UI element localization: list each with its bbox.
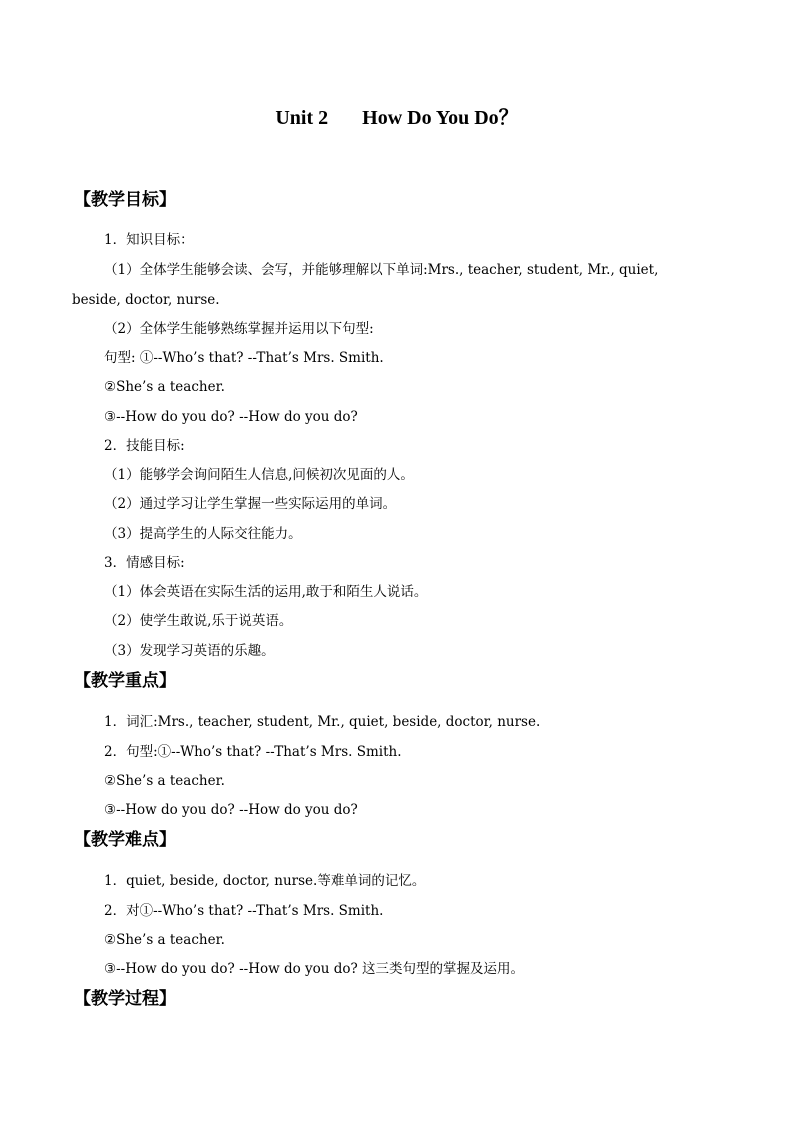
objectives-line: 2．技能目标: [104,438,185,454]
difficulties-line: ③--How do you do? --How do you do? 这三类句型的掌握及运用。 [104,961,525,977]
objectives-line: ②She’s a teacher. [104,379,225,395]
key-points-line: 2．句型:①--Who’s that? --That’s Mrs. Smith. [104,744,402,760]
objectives-line: （2）通过学习让学生掌握一些实际运用的单词。 [104,496,397,512]
section-heading-difficulties: 【教学难点】 [74,830,176,850]
difficulties-line: 2．对①--Who’s that? --That’s Mrs. Smith. [104,903,384,919]
objectives-line: ③--How do you do? --How do you do? [104,409,358,425]
section-heading-objectives: 【教学目标】 [74,190,176,210]
objectives-line: （3）提高学生的人际交往能力。 [104,526,302,542]
objectives-line: （3）发现学习英语的乐趣。 [104,643,275,659]
objectives-line: （1）能够学会询问陌生人信息,问候初次见面的人。 [104,467,414,483]
section-heading-process: 【教学过程】 [74,989,176,1009]
page-title [0,106,794,130]
section-heading-key-points: 【教学重点】 [74,671,176,691]
objectives-line: 3．情感目标: [104,555,185,571]
objectives-line: beside, doctor, nurse. [72,292,220,308]
title-name: How Do You Do？ [362,107,519,129]
objectives-line: 1．知识目标： [104,232,194,248]
difficulties-line: 1．quiet, beside, doctor, nurse.等难单词的记忆。 [104,873,426,889]
key-points-line: ③--How do you do? --How do you do? [104,802,358,818]
objectives-line: 句型: ①--Who’s that? --That’s Mrs. Smith. [104,350,384,366]
objectives-line: （2）全体学生能够熟练掌握并运用以下句型: [104,321,374,337]
objectives-line: （2）使学生敢说,乐于说英语。 [104,613,293,629]
title-unit: Unit 2 [275,107,329,129]
key-points-line: ②She’s a teacher. [104,773,225,789]
objectives-line: （1）全体学生能够会读、会写，并能够理解以下单词:Mrs., teacher, student, Mr., quiet, [104,262,659,278]
key-points-line: 1．词汇:Mrs., teacher, student, Mr., quiet, beside, doctor, nurse. [104,714,541,730]
objectives-line: （1）体会英语在实际生活的运用,敢于和陌生人说话。 [104,584,428,600]
difficulties-line: ②She’s a teacher. [104,932,225,948]
